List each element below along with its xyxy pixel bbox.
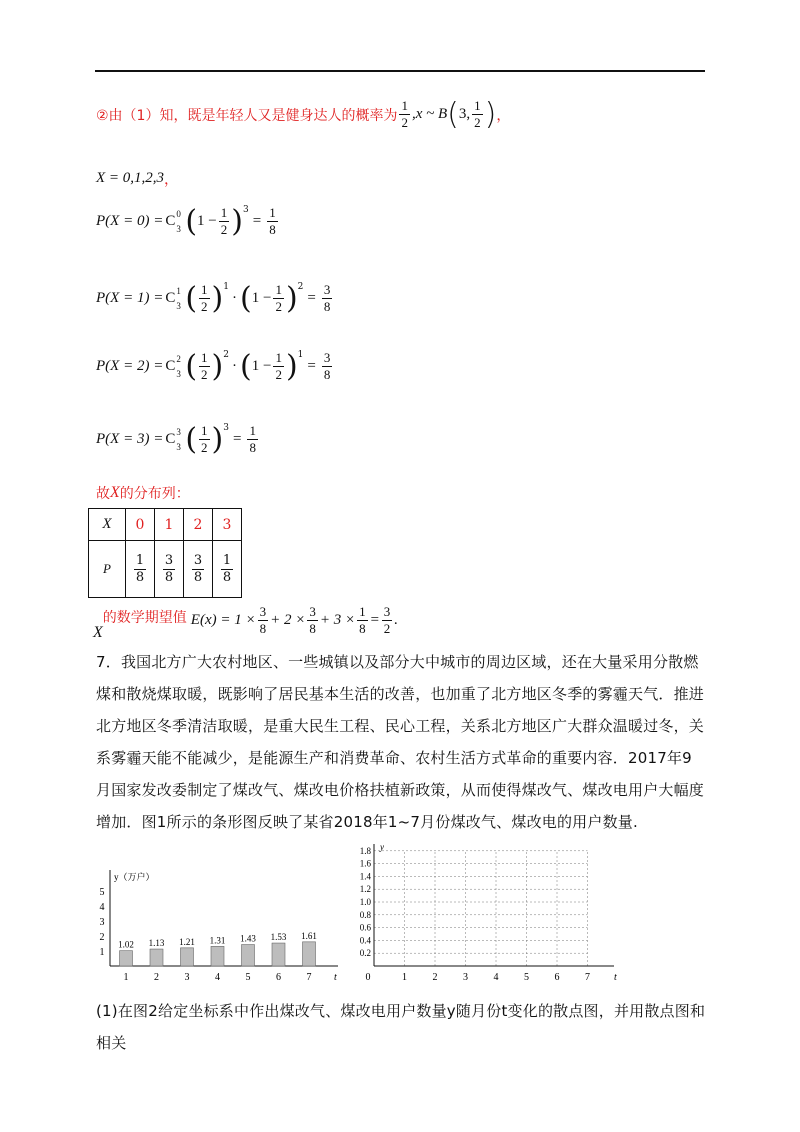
combination-symbol: C 1 3 [165,286,181,311]
bar-value-label: 1.02 [118,939,134,950]
x-tick-label: 6 [276,972,281,983]
bar-value-label: 1.61 [301,930,317,941]
x-axis-label: t [614,972,617,983]
y-tick-label: 5 [99,887,105,898]
bar-value-label: 1.53 [270,932,287,943]
row-p-label: P [103,561,111,576]
problem-7-text: 7．我国北方广大农村地区、一些城镇以及部分大中城市的周边区域，还在大量采用分散燃煤和散烧煤取暖，既影响了居民基本生活的改善，也加重了北方地区冬季的雾霾天气．推进北方地区冬季清洁取暖，是重大民生工程、民心工程，关系北方地区广大群众温暖过冬，关系雾霾天能不能减少，是能源生产和消费革命、农村生活方式革命的重要内容．2017年9月国家发改委制定了煤改气、煤改电价格扶植新政策，从而使得煤改气、煤改电用户大幅度增加．图1所示的条形图反映了某省2018年1~7月份煤改气、煤改电的用户数量. [96,653,705,831]
y-tick-label: 1.2 [359,884,371,895]
part2-binom-p: $\frac{1}{2}$ [474,98,481,130]
bar-value-label: 1.31 [209,935,226,946]
x-tick-label: 1 [402,972,407,983]
probability-line: P(X = 0) = C 0 3 ( 1 − $\frac{1}{2}$ ) $^3$ = $\frac{1}{8}$ [96,203,276,239]
combination-symbol: C 2 3 [165,354,181,379]
dist-title: 故 X 的分布列： [96,484,190,502]
y-tick-label: 0.4 [359,935,371,946]
bar [150,949,163,966]
x-tick-label: 5 [524,972,529,983]
table-row [89,541,242,598]
x-tick-label: 7 [585,972,590,983]
y-tick-label: 0.6 [359,922,371,933]
x-axis-label: t [334,972,337,983]
y-axis-label: y（万户） [114,872,155,882]
y-tick-label: 1.8 [359,845,371,856]
x-tick-label: 7 [306,972,312,983]
combination-symbol: C 0 3 [165,209,181,234]
probability-line: P(X = 2) = C 2 3 ( $\frac{1}{2}$ ) $^2$ · ( 1 − $\frac{1}{2}$ ) $^1$ = $\frac{3}{8}$ [96,348,331,384]
origin-label: 0 [365,972,371,983]
x-cell: 0 [126,509,155,541]
bar [181,948,194,966]
x-tick-label: 3 [184,972,190,983]
probability-line: P(X = 1) = C 1 3 ( $\frac{1}{2}$ ) $^1$ · ( 1 − $\frac{1}{2}$ ) $^2$ = $\frac{3}{8}$ [96,280,331,316]
p-cell: $\frac{3}{8}$ [155,541,184,598]
bar-value-label: 1.21 [179,936,195,947]
x-cell: 2 [184,509,213,541]
combination-symbol: C 3 3 [165,427,181,452]
y-tick-label: 3 [99,917,105,928]
y-tick-label: 1.6 [359,858,371,869]
expectation-line: X 的数学期望值 E(x) = 1 × $\frac{3}{8}$ + 2 × $\frac{3}{8}$ + 3 × $\frac{1}{8}$ = $\frac{3}{2}$ . [93,604,398,641]
x-tick-label: 1 [123,972,129,983]
table-row [89,509,242,541]
part2-intro: ②由（1）知，既是年轻人又是健身达人的概率为 [96,107,398,124]
y-tick-label: 1.4 [359,871,371,882]
distribution-table [88,508,242,598]
x-cell: 3 [213,509,242,541]
grid-chart-figure-2 [352,840,632,988]
p-cell: $\frac{1}{8}$ [213,541,242,598]
y-axis-label: y [380,842,384,852]
question-1-paragraph [96,995,706,1059]
probability-line: P(X = 3) = C 3 3 ( $\frac{1}{2}$ ) $^3$ = $\frac{1}{8}$ [96,421,256,457]
question-1-text: (1)在图2给定坐标系中作出煤改气、煤改电用户数量y随月份t变化的散点图，并用散点图和相关 [96,1002,706,1052]
x-tick-label: 4 [215,972,220,983]
part2-prob-fraction: $\frac{1}{2}$ [401,98,408,130]
expect-var: X [93,623,103,641]
part2-line: ②由（1）知，既是年轻人又是健身达人的概率为 $\frac{1}{2}$ ,x ~ B ( 3 , $\frac{1}{2}$ ) ， [96,96,511,132]
part2-binom-n: 3 [458,106,467,122]
bar [120,951,133,966]
part2-binom-head: ,x ~ B [411,106,448,122]
problem-7-paragraph [96,646,706,838]
x-tick-label: 4 [493,972,499,983]
part2-end: ， [496,107,511,124]
x-cell: 1 [155,509,184,541]
bar [303,942,316,966]
y-tick-label: 1.0 [359,897,371,907]
bar [211,946,224,966]
expect-label: 的数学期望值 [102,609,187,626]
x-tick-label: 6 [554,972,560,983]
bar-value-label: 1.13 [148,938,165,949]
x-values-line: X = 0,1,2,3 ， [96,170,179,188]
y-tick-label: 0.8 [359,909,371,920]
y-tick-label: 4 [99,902,105,913]
row-x-label: X [102,516,112,532]
x-tick-label: 2 [154,972,159,983]
p-cell: $\frac{3}{8}$ [184,541,213,598]
x-tick-label: 3 [463,972,468,983]
y-tick-label: 1 [99,947,105,958]
y-tick-label: 2 [99,932,105,943]
p-cell: $\frac{1}{8}$ [126,541,155,598]
x-tick-label: 2 [432,972,438,983]
x-tick-label: 5 [245,972,251,983]
bar-chart-figure-1 [88,858,348,988]
bar [242,945,255,966]
bar-value-label: 1.43 [240,933,256,944]
header-rule [95,70,705,72]
x-values: X = 0,1,2,3 [96,170,165,186]
bar [272,943,285,966]
y-tick-label: 0.2 [359,948,371,959]
